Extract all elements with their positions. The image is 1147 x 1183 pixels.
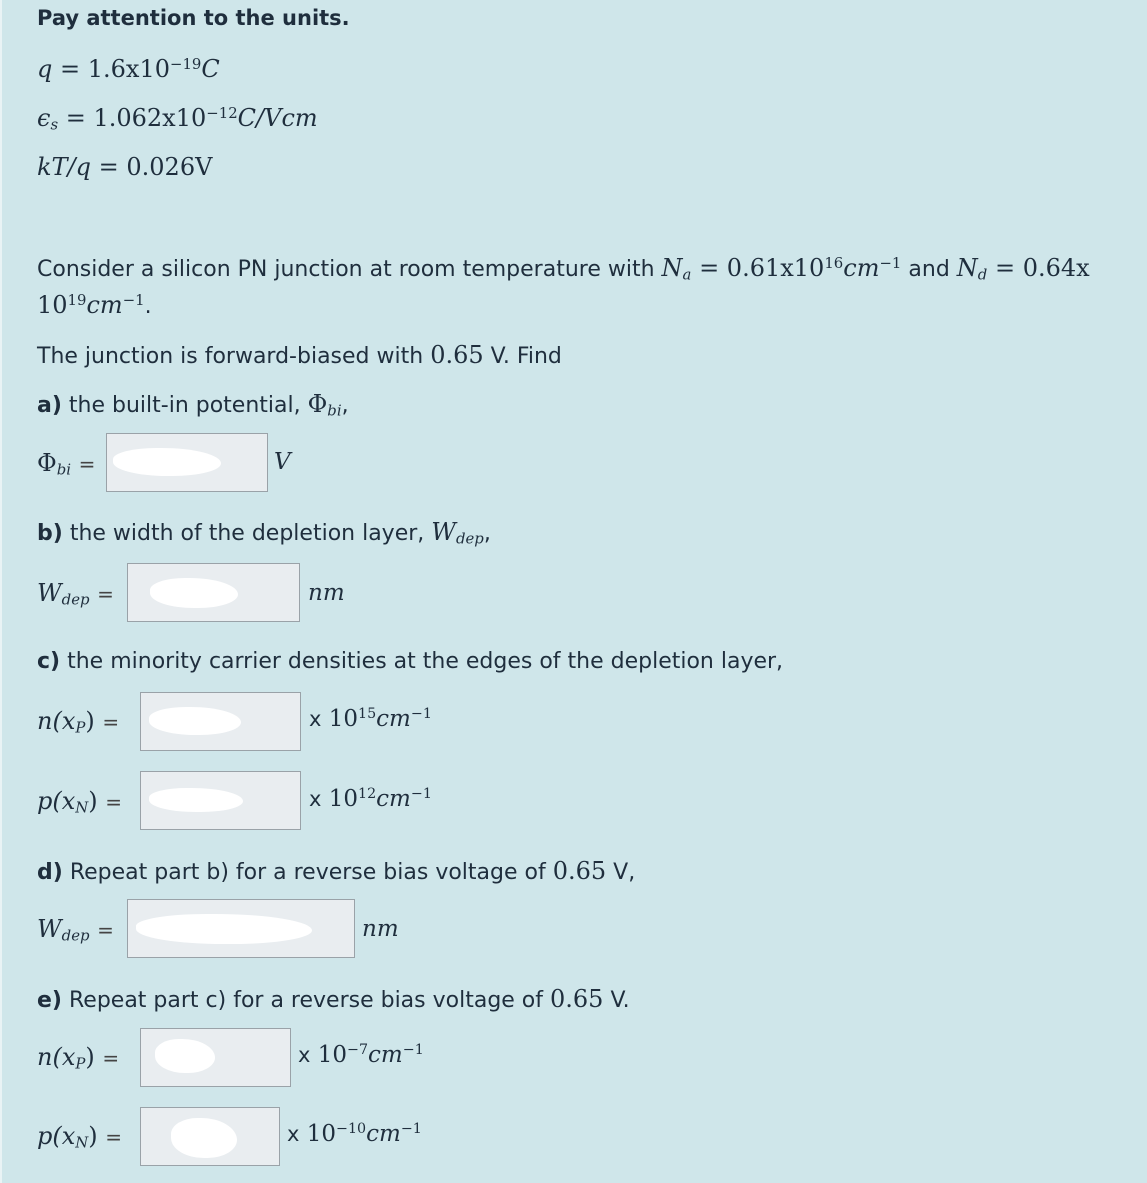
n-xp-reverse-answer-input[interactable] xyxy=(140,1028,291,1087)
part-b-prompt: b) the width of the depletion layer, $W_{dep}$, xyxy=(37,518,491,548)
part-d-prompt: d) Repeat part b) for a reverse bias voltage of 0.65 V, xyxy=(37,857,636,885)
redaction-mark xyxy=(150,578,238,608)
redaction-mark xyxy=(155,1039,215,1073)
p-xn-forward-answer-input[interactable] xyxy=(140,771,301,830)
units-heading: Pay attention to the units. xyxy=(37,6,350,30)
redaction-mark xyxy=(136,914,312,944)
constant-q: $q = 1.6x10^{-19}C$ xyxy=(37,54,220,83)
wdep-forward-unit: nm xyxy=(308,580,345,606)
redaction-mark xyxy=(171,1118,237,1158)
constant-kt-q: kT/q = 0.026V xyxy=(37,153,213,181)
n-xp-symbol-e: $n(x_P)$ = xyxy=(37,1043,120,1073)
phi-bi-unit: V xyxy=(274,449,291,475)
constant-es: $\epsilon_s = 1.062x10^{-12}C/Vcm$ xyxy=(37,103,318,134)
p-xn-forward-unit: x $10^{12}cm^{-1}$ xyxy=(309,786,432,812)
n-xp-forward-unit: x $10^{15}cm^{-1}$ xyxy=(309,706,432,732)
n-xp-reverse-unit: x $10^{-7}cm^{-1}$ xyxy=(298,1042,424,1068)
problem-statement-line1: Consider a silicon PN junction at room temperature with $N_a = 0.61x10^{16}cm^{-1}$ and $N_d = 0.64x$ xyxy=(37,253,1090,284)
redaction-mark xyxy=(113,448,221,476)
wdep-reverse-unit: nm xyxy=(362,916,399,942)
redaction-mark xyxy=(149,788,243,812)
p-xn-symbol-e: $p(x_N)$ = xyxy=(37,1122,123,1152)
part-a-symbol: $\Phi_{bi}$ = xyxy=(37,449,96,479)
part-c-prompt: c) the minority carrier densities at the edges of the depletion layer, xyxy=(37,649,784,674)
redaction-mark xyxy=(149,707,241,735)
part-a-prompt: a) the built-in potential, $\Phi_{bi}$, xyxy=(37,390,349,420)
part-d-symbol: $W_{dep}$ = xyxy=(37,915,114,945)
part-b-symbol: $W_{dep}$ = xyxy=(37,579,114,609)
wdep-forward-answer-input[interactable] xyxy=(127,563,300,622)
part-e-prompt: e) Repeat part c) for a reverse bias voltage of 0.65 V. xyxy=(37,985,630,1013)
phi-bi-answer-input[interactable] xyxy=(106,433,268,492)
bias-statement: The junction is forward-biased with 0.65 V. Find xyxy=(37,341,562,369)
problem-statement-line2: $10^{19}cm^{-1}$. xyxy=(37,290,152,319)
n-xp-forward-answer-input[interactable] xyxy=(140,692,301,751)
wdep-reverse-answer-input[interactable] xyxy=(127,899,355,958)
n-xp-symbol-c: $n(x_P)$ = xyxy=(37,707,120,737)
p-xn-reverse-unit: x $10^{-10}cm^{-1}$ xyxy=(287,1121,422,1147)
p-xn-symbol-c: $p(x_N)$ = xyxy=(37,787,123,817)
p-xn-reverse-answer-input[interactable] xyxy=(140,1107,280,1166)
